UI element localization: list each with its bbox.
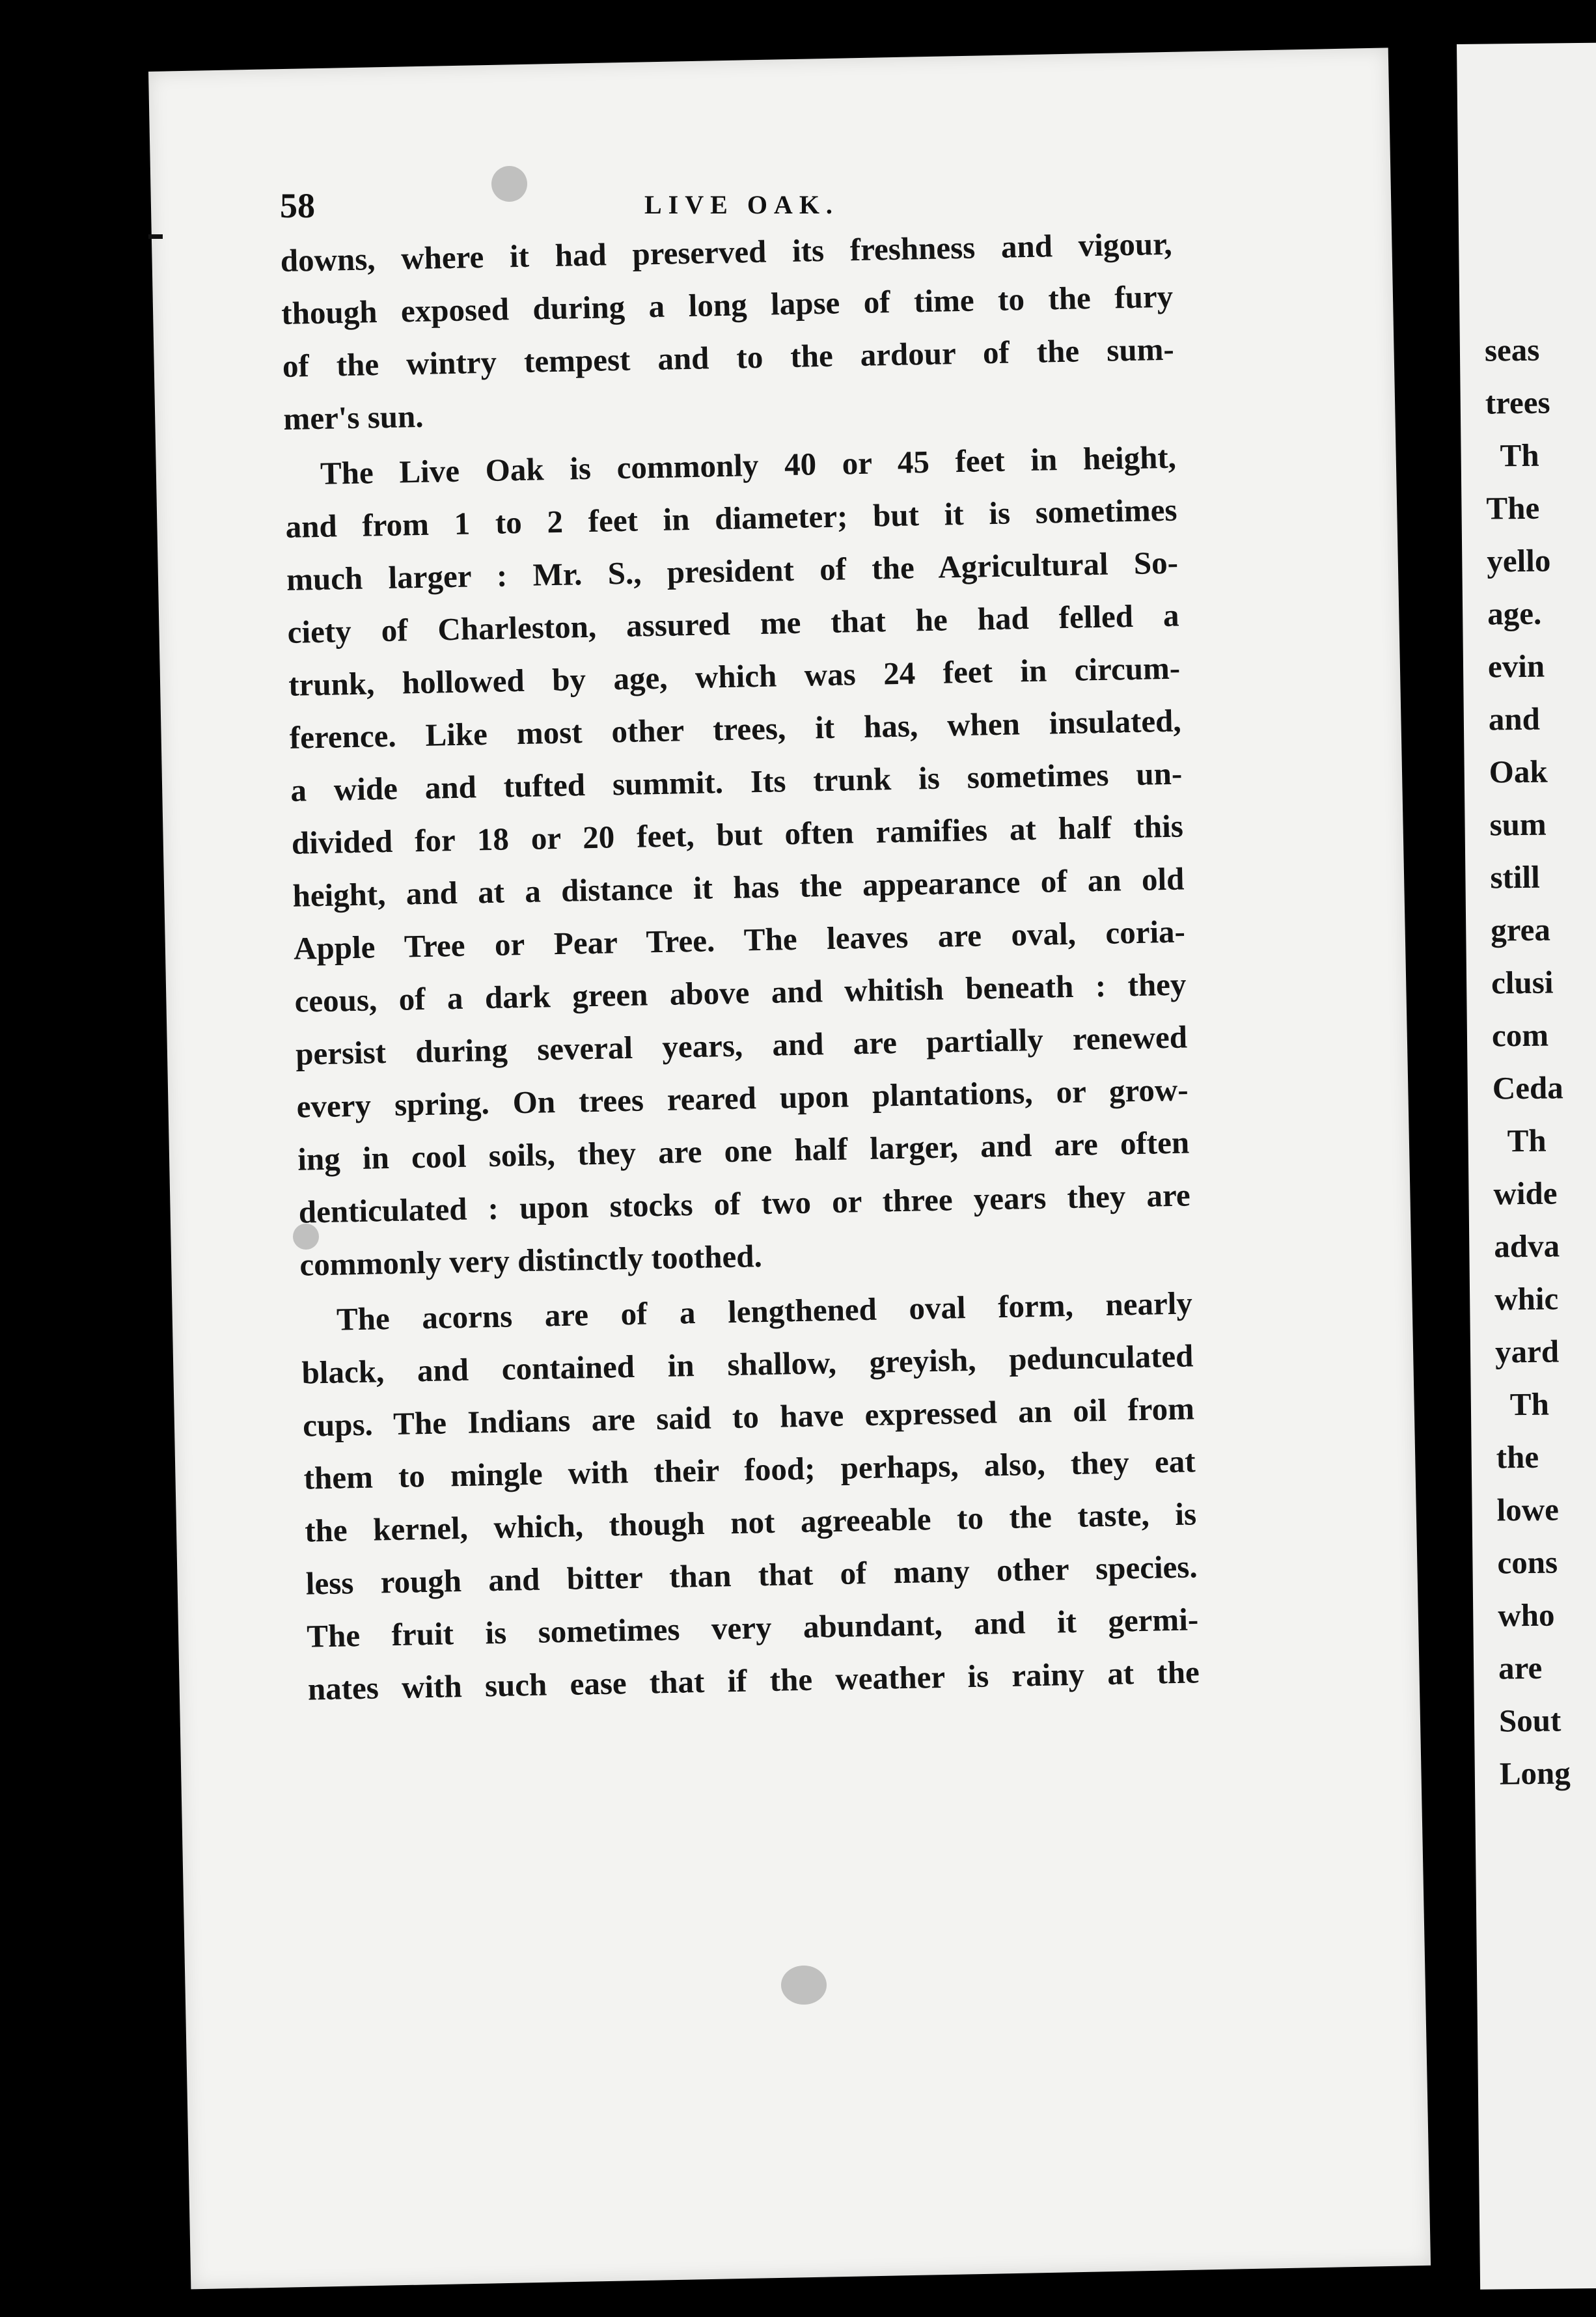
text-line: divided for 18 or 20 feet, but often ramifies at half this xyxy=(291,808,1184,861)
text-line: Apple Tree or Pear Tree. The leaves are oval, coria- xyxy=(293,913,1186,967)
facing-page-line: grea xyxy=(1490,911,1551,948)
text-line: The acorns are of a lengthened oval form, nearly xyxy=(336,1285,1193,1337)
book-page-right xyxy=(1457,42,1596,2290)
text-line: less rough and bitter than that of many other species. xyxy=(305,1548,1198,1602)
facing-page-line: seas xyxy=(1484,331,1540,368)
facing-page-line: Sout xyxy=(1498,1702,1562,1739)
text-line: downs, where it had preserved its freshness and vigour, xyxy=(280,225,1173,279)
text-line: the kernel, which, though not agreeable to the taste, is xyxy=(304,1496,1197,1549)
text-line: The fruit is sometimes very abundant, and it germi- xyxy=(306,1601,1199,1654)
facing-page-text xyxy=(1457,323,1571,1800)
facing-page-line: whic xyxy=(1494,1280,1559,1317)
text-line: them to mingle with their food; perhaps, also, they eat xyxy=(303,1443,1196,1496)
text-line: commonly very distinctly toothed. xyxy=(299,1238,763,1283)
facing-page-line: the xyxy=(1496,1438,1539,1475)
text-line: persist during several years, and are partially renewed xyxy=(295,1019,1188,1072)
facing-page-line: still xyxy=(1490,858,1540,896)
facing-page-line: Th xyxy=(1500,437,1539,474)
facing-page-line: sum xyxy=(1489,806,1547,843)
text-line: nates with such ease that if the weather is rainy at the xyxy=(307,1654,1200,1707)
facing-page-line: and xyxy=(1488,700,1541,737)
facing-page-line: trees xyxy=(1485,384,1550,421)
facing-page-line: cons xyxy=(1497,1544,1558,1581)
running-head-title: LIVE OAK. xyxy=(644,190,839,219)
facing-page-line: Th xyxy=(1509,1386,1550,1423)
margin-mark xyxy=(148,234,163,239)
text-line: trunk, hollowed by age, which was 24 feet in circum- xyxy=(288,650,1181,703)
text-line: much larger : Mr. S., president of the Agricultural So- xyxy=(286,544,1179,597)
text-line: a wide and tufted summit. Its trunk is sometimes un- xyxy=(290,755,1183,808)
text-line: denticulated : upon stocks of two or three years they are xyxy=(298,1177,1191,1230)
text-line: ciety of Charleston, assured me that he had felled a xyxy=(287,597,1180,650)
facing-page-line: Ceda xyxy=(1492,1069,1563,1106)
facing-page-line: Th xyxy=(1507,1122,1547,1159)
facing-page-line: age. xyxy=(1487,595,1542,632)
facing-page-line: who xyxy=(1497,1597,1555,1634)
facing-page-line: clusi xyxy=(1491,964,1554,1001)
text-line: height, and at a distance it has the appearance of an old xyxy=(292,860,1185,914)
text-line: ing in cool soils, they are one half larger, and are often xyxy=(297,1124,1190,1177)
facing-page-line: The xyxy=(1486,489,1540,527)
text-line: every spring. On trees reared upon plantations, or grow- xyxy=(296,1071,1189,1125)
facing-page-line: wide xyxy=(1493,1175,1558,1212)
text-line: though exposed during a long lapse of time to the fury xyxy=(281,278,1174,331)
text-line: ceous, of a dark green above and whitish beneath : they xyxy=(294,966,1187,1019)
text-line: ference. Like most other trees, it has, when insulated, xyxy=(289,702,1182,756)
body-text xyxy=(280,217,1200,1716)
text-line: The Live Oak is commonly 40 or 45 feet in height, xyxy=(320,439,1177,491)
facing-page-line: Oak xyxy=(1489,753,1548,790)
facing-page-line: are xyxy=(1498,1649,1543,1686)
foxing-spot xyxy=(781,1966,827,2005)
facing-page-line: lowe xyxy=(1496,1491,1560,1528)
text-line: and from 1 to 2 feet in diameter; but it is sometimes xyxy=(285,491,1177,545)
text-line: black, and contained in shallow, greyish, pedunculated xyxy=(301,1337,1194,1391)
facing-page-line: adva xyxy=(1494,1227,1560,1265)
facing-page-line: evin xyxy=(1487,648,1545,685)
facing-page-line: com xyxy=(1491,1017,1549,1054)
text-line: mer's sun. xyxy=(282,398,424,437)
facing-page-line: yello xyxy=(1487,542,1551,579)
text-line: of the wintry tempest and to the ardour of the sum- xyxy=(282,331,1175,384)
page-number: 58 xyxy=(280,186,315,225)
facing-page-line: yard xyxy=(1494,1333,1560,1370)
facing-page-line: Long xyxy=(1499,1755,1571,1792)
text-line: cups. The Indians are said to have expressed an oil from xyxy=(302,1390,1195,1444)
